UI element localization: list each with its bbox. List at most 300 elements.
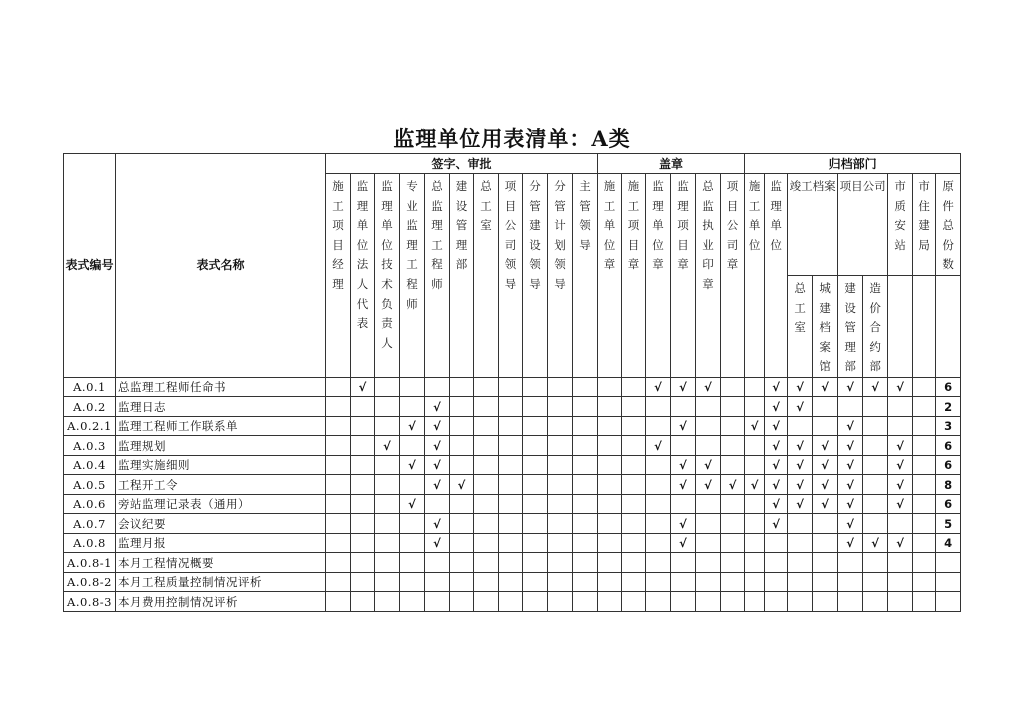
sign-col-5-label: 建设管理部	[455, 179, 468, 272]
empty-cell	[375, 592, 400, 612]
form-name: 工程开工令	[116, 475, 326, 495]
empty-cell	[696, 494, 721, 514]
empty-cell	[622, 553, 646, 573]
empty-cell	[351, 475, 375, 495]
seal-col-5-label: 项目公司章	[726, 179, 739, 272]
empty-cell	[326, 416, 351, 436]
empty-cell	[523, 397, 548, 417]
archive-sub-construction-mgmt-label: 建设管理部	[844, 280, 856, 374]
archive-col-project-company: 项目公司	[838, 174, 888, 276]
archive-col-construction-unit-label: 施工单位	[748, 179, 761, 252]
total-copies	[936, 553, 961, 573]
empty-cell	[375, 475, 400, 495]
empty-cell	[745, 494, 765, 514]
form-name: 总监理工程师任命书	[116, 377, 326, 397]
empty-cell	[375, 377, 400, 397]
empty-cell	[646, 455, 671, 475]
empty-cell	[696, 436, 721, 456]
empty-cell	[598, 553, 622, 573]
check-mark-icon: √	[838, 533, 863, 553]
empty-cell	[598, 397, 622, 417]
check-mark-icon: √	[813, 475, 838, 495]
sign-col-4	[425, 174, 450, 378]
form-code: A.0.8-2	[64, 572, 116, 592]
form-code: A.0.5	[64, 475, 116, 495]
empty-cell	[696, 592, 721, 612]
empty-cell	[646, 533, 671, 553]
empty-cell	[838, 553, 863, 573]
empty-cell	[548, 436, 573, 456]
empty-cell	[523, 455, 548, 475]
form-name: 监理日志	[116, 397, 326, 417]
empty-cell	[813, 572, 838, 592]
sign-col-1-label: 监理单位法人代表	[356, 179, 369, 331]
empty-cell	[622, 416, 646, 436]
total-copies	[936, 572, 961, 592]
check-mark-icon: √	[813, 436, 838, 456]
empty-cell	[499, 494, 523, 514]
empty-cell	[598, 416, 622, 436]
empty-cell	[721, 377, 745, 397]
empty-cell	[888, 572, 913, 592]
empty-cell	[450, 436, 474, 456]
empty-cell	[425, 377, 450, 397]
group-archive: 归档部门	[745, 154, 961, 174]
empty-cell	[326, 514, 351, 534]
empty-cell	[721, 572, 745, 592]
empty-cell	[499, 397, 523, 417]
empty-cell	[548, 553, 573, 573]
empty-cell	[745, 592, 765, 612]
check-mark-icon: √	[838, 475, 863, 495]
empty-cell	[375, 533, 400, 553]
empty-cell	[598, 572, 622, 592]
check-mark-icon: √	[788, 475, 813, 495]
form-code: A.0.8-3	[64, 592, 116, 612]
empty-cell	[598, 514, 622, 534]
empty-cell	[913, 494, 936, 514]
empty-cell	[813, 514, 838, 534]
seal-col-1	[622, 174, 646, 378]
empty-cell	[400, 436, 425, 456]
empty-cell	[326, 592, 351, 612]
empty-cell	[450, 416, 474, 436]
form-code: A.0.4	[64, 455, 116, 475]
empty-cell	[326, 572, 351, 592]
empty-cell	[425, 494, 450, 514]
table-row	[64, 377, 961, 397]
check-mark-icon: √	[671, 533, 696, 553]
sign-col-3	[400, 174, 425, 378]
empty-cell	[788, 592, 813, 612]
empty-cell	[400, 514, 425, 534]
empty-cell	[788, 553, 813, 573]
empty-cell	[888, 553, 913, 573]
empty-cell	[523, 494, 548, 514]
empty-cell	[598, 494, 622, 514]
empty-cell	[326, 436, 351, 456]
sign-col-5	[450, 174, 474, 378]
empty-cell	[474, 397, 499, 417]
empty-cell	[696, 397, 721, 417]
empty-cell	[499, 514, 523, 534]
check-mark-icon: √	[788, 455, 813, 475]
check-mark-icon: √	[425, 397, 450, 417]
empty-cell	[400, 572, 425, 592]
check-mark-icon: √	[375, 436, 400, 456]
check-mark-icon: √	[788, 494, 813, 514]
empty-cell	[765, 553, 788, 573]
seal-col-2	[646, 174, 671, 378]
empty-cell	[548, 416, 573, 436]
form-name: 监理实施细则	[116, 455, 326, 475]
empty-cell	[913, 436, 936, 456]
empty-cell	[788, 416, 813, 436]
check-mark-icon: √	[696, 455, 721, 475]
form-code: A.0.7	[64, 514, 116, 534]
check-mark-icon: √	[765, 514, 788, 534]
empty-cell	[523, 514, 548, 534]
sign-col-8-label: 分管建设领导	[529, 179, 541, 291]
seal-col-1-label: 施工项目章	[627, 179, 640, 272]
empty-cell	[765, 592, 788, 612]
check-mark-icon: √	[351, 377, 375, 397]
empty-cell	[913, 533, 936, 553]
empty-cell	[721, 533, 745, 553]
empty-cell	[913, 572, 936, 592]
empty-cell	[696, 416, 721, 436]
seal-col-3	[671, 174, 696, 378]
empty-cell	[523, 436, 548, 456]
seal-col-5	[721, 174, 745, 378]
empty-cell	[863, 592, 888, 612]
archive-col-supervision-unit-label: 监理单位	[770, 179, 782, 252]
archive-col-supervision-unit	[765, 174, 788, 378]
empty-cell	[745, 572, 765, 592]
empty-cell	[351, 592, 375, 612]
empty-cell	[523, 533, 548, 553]
check-mark-icon: √	[838, 416, 863, 436]
seal-col-4-label: 总监执业印章	[702, 179, 714, 291]
empty-cell	[788, 572, 813, 592]
check-mark-icon: √	[425, 436, 450, 456]
empty-cell	[646, 592, 671, 612]
form-code: A.0.3	[64, 436, 116, 456]
archive-col-housing-bureau-label: 市住建局	[918, 179, 930, 252]
empty-cell	[813, 533, 838, 553]
total-copies: 6	[936, 377, 961, 397]
table-row	[64, 533, 961, 553]
seal-col-2-label: 监理单位章	[652, 179, 664, 272]
empty-cell	[888, 592, 913, 612]
form-code: A.0.2.1	[64, 416, 116, 436]
form-name: 监理月报	[116, 533, 326, 553]
empty-cell	[573, 416, 598, 436]
empty-cell	[721, 416, 745, 436]
empty-cell	[474, 572, 499, 592]
empty-cell	[523, 475, 548, 495]
empty-cell	[474, 455, 499, 475]
empty-cell	[721, 553, 745, 573]
empty-cell	[499, 436, 523, 456]
empty-cell	[499, 475, 523, 495]
total-copies: 8	[936, 475, 961, 495]
empty-cell	[813, 592, 838, 612]
check-mark-icon: √	[863, 533, 888, 553]
sign-col-7	[499, 174, 523, 378]
empty-cell	[375, 553, 400, 573]
empty-cell	[548, 533, 573, 553]
empty-cell	[598, 377, 622, 397]
empty-cell	[813, 553, 838, 573]
empty-cell	[646, 514, 671, 534]
sign-col-3-label: 专业监理工程师	[406, 179, 418, 311]
archive-col-quality-station	[888, 174, 913, 276]
empty-cell	[573, 377, 598, 397]
empty-cell	[400, 592, 425, 612]
empty-cell	[913, 377, 936, 397]
empty-cell	[813, 416, 838, 436]
total-copies: 6	[936, 494, 961, 514]
sign-col-0	[326, 174, 351, 378]
empty-cell	[523, 553, 548, 573]
empty-cell	[474, 553, 499, 573]
total-copies: 6	[936, 455, 961, 475]
sign-col-8	[523, 174, 548, 378]
empty-cell	[450, 494, 474, 514]
empty-cell	[721, 494, 745, 514]
empty-cell	[499, 416, 523, 436]
empty-cell	[523, 416, 548, 436]
empty-cell	[745, 436, 765, 456]
archive-col-total-copies-label: 原件总份数	[942, 179, 954, 272]
empty-cell	[450, 377, 474, 397]
empty-cell	[863, 416, 888, 436]
empty-cell	[622, 436, 646, 456]
header-empty-cell	[936, 275, 961, 377]
empty-cell	[913, 553, 936, 573]
empty-cell	[375, 514, 400, 534]
archive-col-housing-bureau	[913, 174, 936, 276]
empty-cell	[721, 436, 745, 456]
archive-sub-construction-mgmt	[838, 275, 863, 377]
empty-cell	[474, 514, 499, 534]
seal-col-4	[696, 174, 721, 378]
empty-cell	[499, 377, 523, 397]
empty-cell	[573, 592, 598, 612]
empty-cell	[721, 514, 745, 534]
empty-cell	[450, 397, 474, 417]
empty-cell	[696, 553, 721, 573]
empty-cell	[474, 592, 499, 612]
empty-cell	[838, 592, 863, 612]
sign-col-9	[548, 174, 573, 378]
empty-cell	[450, 455, 474, 475]
check-mark-icon: √	[888, 533, 913, 553]
empty-cell	[913, 397, 936, 417]
empty-cell	[745, 455, 765, 475]
empty-cell	[721, 397, 745, 417]
check-mark-icon: √	[765, 436, 788, 456]
empty-cell	[622, 533, 646, 553]
check-mark-icon: √	[696, 377, 721, 397]
empty-cell	[523, 572, 548, 592]
empty-cell	[450, 533, 474, 553]
seal-col-0-label: 施工单位章	[603, 179, 616, 272]
check-mark-icon: √	[450, 475, 474, 495]
check-mark-icon: √	[888, 377, 913, 397]
empty-cell	[375, 455, 400, 475]
empty-cell	[450, 514, 474, 534]
empty-cell	[375, 572, 400, 592]
total-copies: 5	[936, 514, 961, 534]
empty-cell	[326, 455, 351, 475]
check-mark-icon: √	[813, 377, 838, 397]
table-row	[64, 416, 961, 436]
empty-cell	[573, 397, 598, 417]
empty-cell	[548, 494, 573, 514]
check-mark-icon: √	[838, 455, 863, 475]
empty-cell	[573, 436, 598, 456]
check-mark-icon: √	[765, 475, 788, 495]
check-mark-icon: √	[888, 475, 913, 495]
empty-cell	[548, 377, 573, 397]
empty-cell	[788, 533, 813, 553]
empty-cell	[474, 416, 499, 436]
check-mark-icon: √	[721, 475, 745, 495]
empty-cell	[646, 475, 671, 495]
check-mark-icon: √	[765, 397, 788, 417]
empty-cell	[745, 553, 765, 573]
empty-cell	[573, 455, 598, 475]
check-mark-icon: √	[425, 455, 450, 475]
empty-cell	[863, 553, 888, 573]
empty-cell	[400, 377, 425, 397]
table-row	[64, 455, 961, 475]
empty-cell	[523, 377, 548, 397]
sign-col-0-label: 施工项目经理	[332, 179, 344, 291]
form-name: 旁站监理记录表（通用）	[116, 494, 326, 514]
sign-col-10	[573, 174, 598, 378]
archive-sub-chief-engineer-office	[788, 275, 813, 377]
empty-cell	[598, 455, 622, 475]
check-mark-icon: √	[646, 377, 671, 397]
empty-cell	[913, 592, 936, 612]
check-mark-icon: √	[838, 377, 863, 397]
empty-cell	[351, 514, 375, 534]
total-copies: 4	[936, 533, 961, 553]
empty-cell	[326, 494, 351, 514]
document-title: 监理单位用表清单：A类	[393, 126, 631, 151]
archive-sub-urban-archives	[813, 275, 838, 377]
check-mark-icon: √	[400, 416, 425, 436]
check-mark-icon: √	[838, 436, 863, 456]
form-code: A.0.8-1	[64, 553, 116, 573]
empty-cell	[326, 475, 351, 495]
empty-cell	[838, 397, 863, 417]
empty-cell	[622, 494, 646, 514]
check-mark-icon: √	[745, 475, 765, 495]
seal-col-3-label: 监理项目章	[677, 179, 689, 272]
empty-cell	[622, 514, 646, 534]
check-mark-icon: √	[888, 436, 913, 456]
form-code: A.0.6	[64, 494, 116, 514]
empty-cell	[474, 436, 499, 456]
empty-cell	[863, 572, 888, 592]
empty-cell	[573, 553, 598, 573]
empty-cell	[548, 592, 573, 612]
empty-cell	[838, 572, 863, 592]
empty-cell	[863, 397, 888, 417]
empty-cell	[622, 592, 646, 612]
form-code: A.0.8	[64, 533, 116, 553]
check-mark-icon: √	[813, 494, 838, 514]
empty-cell	[913, 514, 936, 534]
empty-cell	[646, 572, 671, 592]
empty-cell	[745, 397, 765, 417]
check-mark-icon: √	[425, 475, 450, 495]
check-mark-icon: √	[788, 436, 813, 456]
empty-cell	[351, 533, 375, 553]
sign-col-6	[474, 174, 499, 378]
archive-sub-chief-engineer-office-label: 总工室	[794, 280, 806, 335]
empty-cell	[548, 475, 573, 495]
empty-cell	[400, 533, 425, 553]
empty-cell	[523, 592, 548, 612]
form-name: 监理规划	[116, 436, 326, 456]
empty-cell	[622, 397, 646, 417]
check-mark-icon: √	[400, 455, 425, 475]
header-name: 表式名称	[116, 154, 326, 378]
empty-cell	[548, 455, 573, 475]
check-mark-icon: √	[765, 377, 788, 397]
empty-cell	[474, 533, 499, 553]
sign-col-9-label: 分管计划领导	[554, 179, 566, 291]
empty-cell	[326, 553, 351, 573]
table-row	[64, 514, 961, 534]
archive-col-construction-unit	[745, 174, 765, 378]
empty-cell	[598, 592, 622, 612]
empty-cell	[888, 514, 913, 534]
check-mark-icon: √	[425, 533, 450, 553]
empty-cell	[375, 494, 400, 514]
archive-sub-urban-archives-label: 城建档案馆	[819, 280, 831, 374]
empty-cell	[351, 416, 375, 436]
empty-cell	[351, 572, 375, 592]
empty-cell	[696, 572, 721, 592]
total-copies: 2	[936, 397, 961, 417]
archive-col-completion-archive: 竣工档案	[788, 174, 838, 276]
check-mark-icon: √	[863, 377, 888, 397]
table-row	[64, 494, 961, 514]
check-mark-icon: √	[425, 416, 450, 436]
empty-cell	[913, 416, 936, 436]
table-row	[64, 436, 961, 456]
archive-col-total-copies	[936, 174, 961, 276]
archive-sub-cost-contract	[863, 275, 888, 377]
empty-cell	[351, 436, 375, 456]
empty-cell	[863, 436, 888, 456]
empty-cell	[622, 572, 646, 592]
total-copies: 6	[936, 436, 961, 456]
empty-cell	[671, 397, 696, 417]
empty-cell	[573, 514, 598, 534]
form-code: A.0.1	[64, 377, 116, 397]
empty-cell	[499, 553, 523, 573]
empty-cell	[598, 475, 622, 495]
total-copies	[936, 592, 961, 612]
check-mark-icon: √	[671, 514, 696, 534]
